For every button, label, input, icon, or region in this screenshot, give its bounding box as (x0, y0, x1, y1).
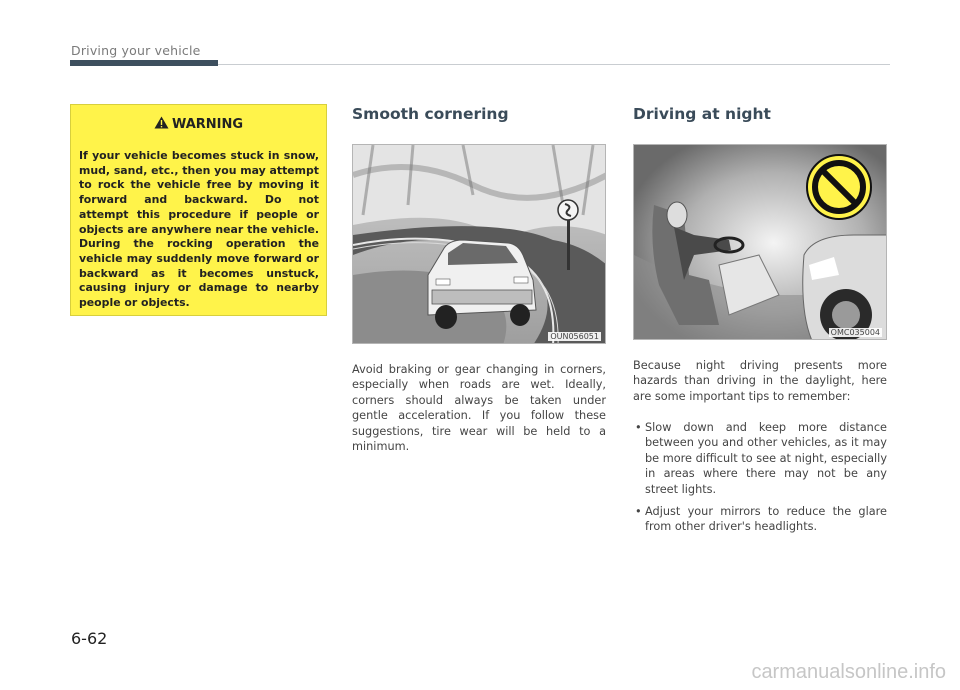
header-rule (218, 64, 890, 65)
night-tip-text: Slow down and keep more distance between you and other vehicles, as it may be more difficult to see at night, especially in areas where there may not be any street lights. (645, 421, 888, 496)
smooth-cornering-heading: Smooth cornering (352, 105, 509, 123)
bullet-glyph: • (635, 421, 642, 434)
night-driving-figure (633, 144, 887, 340)
night-driving-illustration (634, 145, 887, 340)
smooth-cornering-text: Avoid braking or gear changing in corners, especially when roads are wet. Ideally, corners should always be taken under gentle acceleration. If you follow these suggestions, tire wear will be held to a minimum. (352, 363, 606, 454)
cornering-illustration (353, 145, 606, 344)
driving-at-night-heading: Driving at night (633, 105, 771, 123)
warning-triangle-icon (154, 116, 169, 133)
warning-heading (71, 116, 326, 133)
night-tip-item (635, 504, 887, 535)
warning-title: WARNING (171, 117, 244, 132)
section-title: Driving your vehicle (71, 43, 201, 58)
watermark: carmanualsonline.info (751, 661, 946, 683)
page-number: 6-62 (71, 629, 108, 648)
night-tip-text: Adjust your mirrors to reduce the glare from other driver's headlights. (645, 505, 887, 534)
cornering-figure (352, 144, 606, 344)
header-rule-accent (70, 60, 218, 66)
night-tip-item (635, 420, 888, 497)
figure-code: OUN056051 (550, 332, 599, 341)
driving-at-night-intro: Because night driving presents more hazards than driving in the daylight, here are some important tips to remember: (633, 359, 887, 403)
bullet-glyph: • (635, 505, 642, 518)
warning-text: If your vehicle becomes stuck in snow, mud, sand, etc., then you may attempt to rock the vehicle free by moving it forward and backward. Do not attempt this procedure if people or objects are anywhere near the vehicle. During the rocking operation the vehicle may suddenly move forward or backward as it becomes unstuck, causing injury or damage to nearby people or objects. (79, 149, 320, 310)
figure-code: OMC035004 (830, 328, 880, 337)
warning-box (70, 104, 327, 316)
